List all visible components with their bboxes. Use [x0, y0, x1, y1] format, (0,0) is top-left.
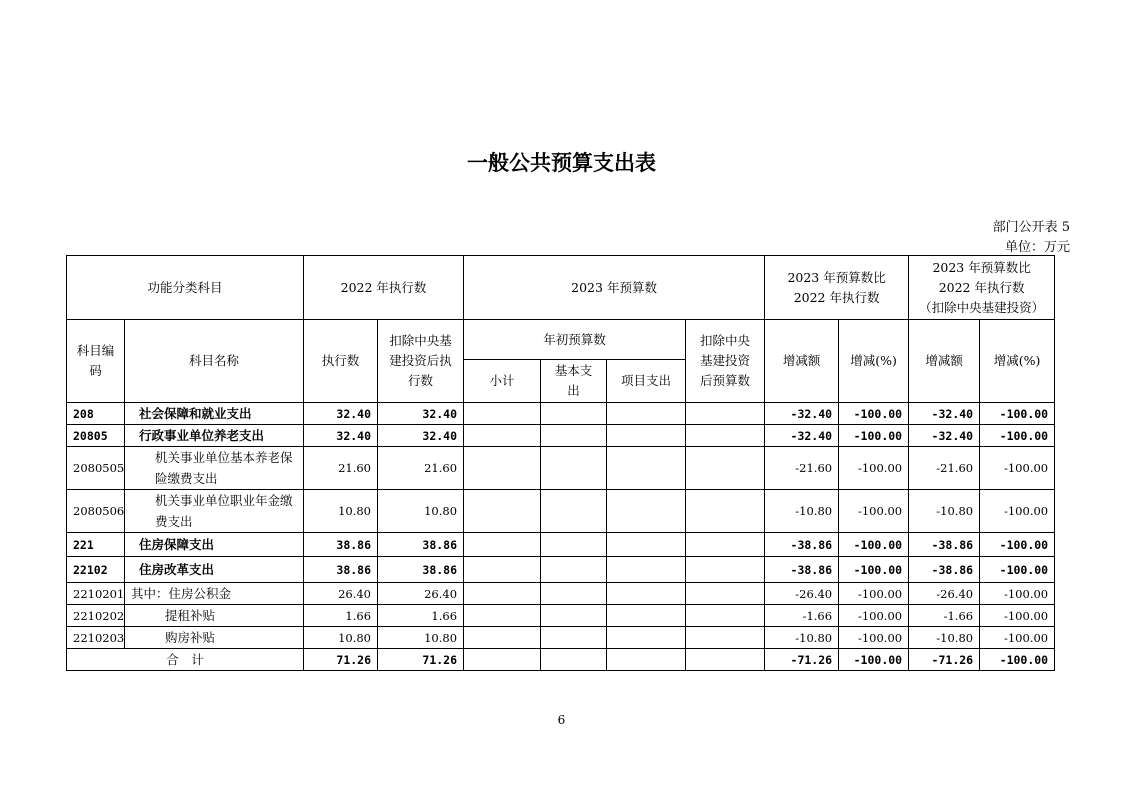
- header-inc-amount-adjusted: 增减额: [909, 320, 980, 403]
- row-project: [607, 425, 686, 447]
- header-adjusted-budget: 扣除中央 基建投资 后预算数: [686, 320, 765, 403]
- header-func-class: 功能分类科目: [67, 256, 304, 320]
- table-row: [67, 627, 1055, 649]
- header-compare-adjusted: 2023 年预算数比 2022 年执行数 （扣除中央基建投资）: [909, 256, 1055, 320]
- row-project: [607, 557, 686, 583]
- total-inc-amount: -71.26: [765, 649, 839, 671]
- row-inc-amount: -10.80: [765, 490, 839, 533]
- row-adjusted-budget: [686, 447, 765, 490]
- row-inc-percent: -100.00: [839, 447, 909, 490]
- row-adjusted-budget: [686, 490, 765, 533]
- row-exec-adjusted: 32.40: [378, 425, 464, 447]
- row-basic: [541, 583, 607, 605]
- row-code: 20805: [67, 425, 125, 447]
- row-code: 2080506: [67, 490, 125, 533]
- row-project: [607, 490, 686, 533]
- header-inc-percent-adjusted: 增减(%): [980, 320, 1055, 403]
- row-name: 行政事业单位养老支出: [125, 425, 304, 447]
- header-compare-exec: 2023 年预算数比 2022 年执行数: [765, 256, 909, 320]
- total-subtotal: [464, 649, 541, 671]
- row-exec: 38.86: [304, 533, 378, 557]
- unit-label: 单位：万元: [1004, 240, 1070, 255]
- row-inc-percent: -100.00: [839, 425, 909, 447]
- row-inc-percent: -100.00: [839, 583, 909, 605]
- row-code: 2210203: [67, 627, 125, 649]
- total-exec: 71.26: [304, 649, 378, 671]
- row-project: [607, 627, 686, 649]
- row-adjusted-budget: [686, 557, 765, 583]
- row-subtotal: [464, 490, 541, 533]
- header-code: 科目编 码: [67, 320, 125, 403]
- row-inc-amount-adjusted: -38.86: [909, 557, 980, 583]
- row-subtotal: [464, 425, 541, 447]
- row-adjusted-budget: [686, 425, 765, 447]
- table-row: [67, 605, 1055, 627]
- row-inc-amount: -32.40: [765, 403, 839, 425]
- row-project: [607, 533, 686, 557]
- row-basic: [541, 490, 607, 533]
- row-inc-percent-adjusted: -100.00: [980, 490, 1055, 533]
- header-inc-amount: 增减额: [765, 320, 839, 403]
- page-number: 6: [557, 713, 566, 727]
- row-name: 住房改革支出: [125, 557, 304, 583]
- row-subtotal: [464, 583, 541, 605]
- row-project: [607, 447, 686, 490]
- total-project: [607, 649, 686, 671]
- row-exec: 38.86: [304, 557, 378, 583]
- row-basic: [541, 425, 607, 447]
- row-adjusted-budget: [686, 533, 765, 557]
- table-row: [67, 425, 1055, 447]
- row-subtotal: [464, 533, 541, 557]
- row-exec: 10.80: [304, 490, 378, 533]
- row-subtotal: [464, 627, 541, 649]
- table-code-label: 部门公开表 5: [992, 220, 1070, 235]
- row-project: [607, 583, 686, 605]
- row-basic: [541, 403, 607, 425]
- row-inc-percent: -100.00: [839, 627, 909, 649]
- budget-table: [66, 255, 1055, 671]
- row-exec-adjusted: 26.40: [378, 583, 464, 605]
- row-name: 机关事业单位职业年金缴费支出: [125, 490, 304, 533]
- total-row: [67, 649, 1055, 671]
- row-adjusted-budget: [686, 605, 765, 627]
- row-exec-adjusted: 21.60: [378, 447, 464, 490]
- row-name: 社会保障和就业支出: [125, 403, 304, 425]
- row-inc-percent-adjusted: -100.00: [980, 533, 1055, 557]
- header-row-2: [67, 320, 1055, 360]
- row-exec-adjusted: 32.40: [378, 403, 464, 425]
- row-basic: [541, 557, 607, 583]
- total-inc-percent: -100.00: [839, 649, 909, 671]
- row-basic: [541, 627, 607, 649]
- row-name: 机关事业单位基本养老保险缴费支出: [125, 447, 304, 490]
- header-initial-budget: 年初预算数: [464, 320, 686, 360]
- row-inc-percent: -100.00: [839, 533, 909, 557]
- header-exec-adjusted: 扣除中央基 建投资后执 行数: [378, 320, 464, 403]
- row-code: 2080505: [67, 447, 125, 490]
- row-inc-amount: -38.86: [765, 557, 839, 583]
- row-name: 住房保障支出: [125, 533, 304, 557]
- row-inc-amount-adjusted: -10.80: [909, 627, 980, 649]
- row-exec-adjusted: 10.80: [378, 627, 464, 649]
- row-inc-amount-adjusted: -21.60: [909, 447, 980, 490]
- row-subtotal: [464, 557, 541, 583]
- total-label: 合 计: [67, 649, 304, 671]
- row-subtotal: [464, 447, 541, 490]
- header-subtotal: 小计: [464, 360, 541, 403]
- row-code: 2210202: [67, 605, 125, 627]
- table-row: [67, 490, 1055, 533]
- row-project: [607, 403, 686, 425]
- header-exec: 执行数: [304, 320, 378, 403]
- row-inc-amount: -10.80: [765, 627, 839, 649]
- table-row: [67, 583, 1055, 605]
- row-inc-percent-adjusted: -100.00: [980, 583, 1055, 605]
- row-exec: 10.80: [304, 627, 378, 649]
- row-subtotal: [464, 403, 541, 425]
- row-exec: 32.40: [304, 403, 378, 425]
- row-inc-amount: -21.60: [765, 447, 839, 490]
- row-basic: [541, 533, 607, 557]
- row-name: 购房补贴: [125, 627, 304, 649]
- header-name: 科目名称: [125, 320, 304, 403]
- row-inc-amount: -38.86: [765, 533, 839, 557]
- total-inc-percent-adjusted: -100.00: [980, 649, 1055, 671]
- row-adjusted-budget: [686, 583, 765, 605]
- header-budget-2023: 2023 年预算数: [464, 256, 765, 320]
- row-inc-amount-adjusted: -26.40: [909, 583, 980, 605]
- row-inc-amount: -32.40: [765, 425, 839, 447]
- row-exec: 21.60: [304, 447, 378, 490]
- row-exec-adjusted: 38.86: [378, 557, 464, 583]
- header-basic: 基本支 出: [541, 360, 607, 403]
- row-inc-amount-adjusted: -32.40: [909, 403, 980, 425]
- total-inc-amount-adjusted: -71.26: [909, 649, 980, 671]
- row-code: 2210201: [67, 583, 125, 605]
- total-adjusted-budget: [686, 649, 765, 671]
- row-exec: 1.66: [304, 605, 378, 627]
- page-title: 一般公共预算支出表: [467, 151, 656, 175]
- header-inc-percent: 增减(%): [839, 320, 909, 403]
- row-inc-percent-adjusted: -100.00: [980, 557, 1055, 583]
- table-row: [67, 557, 1055, 583]
- row-code: 22102: [67, 557, 125, 583]
- row-inc-percent-adjusted: -100.00: [980, 425, 1055, 447]
- row-inc-percent: -100.00: [839, 557, 909, 583]
- row-subtotal: [464, 605, 541, 627]
- row-exec-adjusted: 10.80: [378, 490, 464, 533]
- row-inc-amount: -1.66: [765, 605, 839, 627]
- header-exec-2022: 2022 年执行数: [304, 256, 464, 320]
- row-exec-adjusted: 1.66: [378, 605, 464, 627]
- row-inc-amount: -26.40: [765, 583, 839, 605]
- row-exec-adjusted: 38.86: [378, 533, 464, 557]
- row-exec: 32.40: [304, 425, 378, 447]
- row-exec: 26.40: [304, 583, 378, 605]
- row-inc-amount-adjusted: -1.66: [909, 605, 980, 627]
- row-adjusted-budget: [686, 627, 765, 649]
- row-name: 其中：住房公积金: [125, 583, 304, 605]
- row-basic: [541, 447, 607, 490]
- table-row: [67, 403, 1055, 425]
- row-inc-amount-adjusted: -10.80: [909, 490, 980, 533]
- row-inc-amount-adjusted: -32.40: [909, 425, 980, 447]
- total-basic: [541, 649, 607, 671]
- row-inc-percent-adjusted: -100.00: [980, 627, 1055, 649]
- header-project: 项目支出: [607, 360, 686, 403]
- row-adjusted-budget: [686, 403, 765, 425]
- row-basic: [541, 605, 607, 627]
- header-row-1: [67, 256, 1055, 320]
- row-inc-percent-adjusted: -100.00: [980, 403, 1055, 425]
- row-name: 提租补贴: [125, 605, 304, 627]
- row-code: 221: [67, 533, 125, 557]
- table-row: [67, 533, 1055, 557]
- total-exec-adjusted: 71.26: [378, 649, 464, 671]
- row-project: [607, 605, 686, 627]
- row-code: 208: [67, 403, 125, 425]
- row-inc-amount-adjusted: -38.86: [909, 533, 980, 557]
- table-row: [67, 447, 1055, 490]
- row-inc-percent-adjusted: -100.00: [980, 605, 1055, 627]
- row-inc-percent: -100.00: [839, 490, 909, 533]
- row-inc-percent: -100.00: [839, 403, 909, 425]
- row-inc-percent: -100.00: [839, 605, 909, 627]
- row-inc-percent-adjusted: -100.00: [980, 447, 1055, 490]
